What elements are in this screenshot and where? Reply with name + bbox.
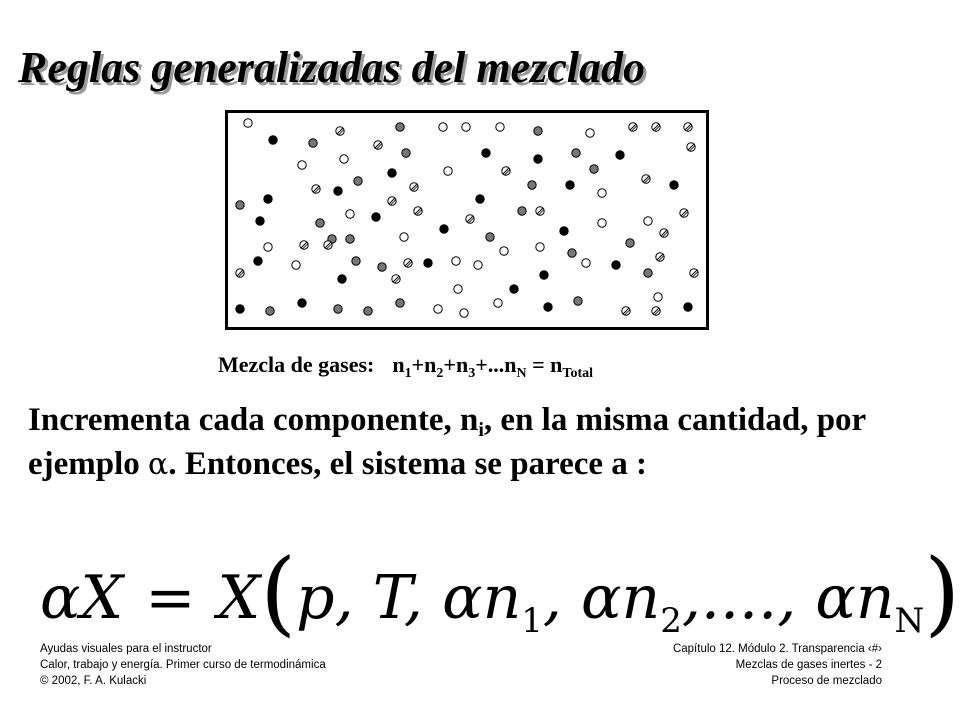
gas-particle [568,249,576,257]
gas-particle [622,307,630,315]
gas-particle [540,271,548,279]
gas-particle [388,169,396,177]
gas-particle [439,123,447,131]
gas-particle [336,127,344,135]
gas-particle [482,149,490,157]
gas-particle [500,247,508,255]
alpha-symbol: α [148,447,169,482]
gas-particle [346,210,354,218]
gas-particle [536,243,544,251]
gas-particle [388,197,396,205]
gas-particle [626,239,634,247]
gas-particle [236,305,244,313]
gas-particle [690,269,698,277]
gas-particle [476,195,484,203]
gas-particles [228,113,706,327]
gas-particle [298,161,306,169]
gas-particle [444,167,452,175]
gas-particle [680,209,688,217]
gas-particle [518,207,526,215]
gas-particle [642,175,650,183]
gas-particle [424,259,432,267]
gas-particle [582,259,590,267]
gas-particle [378,263,386,271]
gas-particle [560,227,568,235]
gas-particle [644,269,652,277]
gas-particle [652,123,660,131]
gas-particle [598,219,606,227]
gas-particle [466,215,474,223]
gas-particle [660,229,668,237]
gas-mixture-box [225,110,709,330]
gas-particle [400,233,408,241]
gas-particle [340,155,348,163]
gas-particle [346,235,354,243]
gas-particle [544,303,552,311]
gas-particle [534,127,542,135]
gas-particle [236,269,244,277]
gas-particle [566,181,574,189]
gas-particle [684,123,692,131]
gas-particle [292,261,300,269]
gas-particle [590,165,598,173]
gas-particle [324,241,332,249]
gas-particle [670,181,678,189]
gas-particle [652,307,660,315]
gas-particle [656,253,664,261]
gas-particle [254,257,262,265]
gas-particle [374,141,382,149]
gas-particle [236,201,244,209]
gas-particle [486,233,494,241]
gas-particle [502,167,510,175]
gas-particle [644,217,652,225]
gas-particle [312,185,320,193]
gas-particle [396,123,404,131]
gas-particle [414,207,422,215]
gas-particle [298,299,306,307]
gas-particle [338,275,346,283]
gas-particle [269,136,277,144]
gas-particle [462,123,470,131]
gas-particle [572,149,580,157]
gas-particle [334,187,342,195]
gas-particle [687,143,695,151]
gas-particle [629,123,637,131]
gas-particle [616,151,624,159]
gas-particle [598,189,606,197]
gas-particle [654,293,662,301]
gas-particle [396,299,404,307]
gas-particle [434,305,442,313]
gas-particle [536,207,544,215]
gas-particle [460,309,468,317]
gas-particle [454,285,462,293]
gas-particle [440,225,448,233]
gas-particle [586,129,594,137]
scaling-equation: αX = X(p, T, $\alpha n_1$, $\alpha n_2$,...., $\alpha n_N$) [40,539,960,646]
mixture-caption: Mezcla de gases: $n_1+n_2+n_3+...n_N = n_{Total}$ [218,352,593,381]
gas-particle [404,259,412,267]
footer-right: Capítulo 12. Módulo 2. Transparencia ‹#› Mezclas de gases inertes - 2 Proceso de mezclado [672,643,882,687]
footer-left: Ayudas visuales para el instructor Calor, trabajo y energía. Primer curso de termodinámica © 2002, F. A. Kulacki [40,643,326,687]
gas-particle [309,139,317,147]
gas-particle [244,119,252,127]
gas-particle [534,155,542,163]
gas-particle [264,243,272,251]
gas-particle [372,213,380,221]
gas-particle [574,297,582,305]
gas-particle [452,257,460,265]
slide-title: Reglas generalizadas del mezclado [18,43,645,92]
gas-particle [352,257,360,265]
gas-particle [496,123,504,131]
gas-particle [364,307,372,315]
gas-particle [256,217,264,225]
gas-particle [316,219,324,227]
gas-particle [494,299,502,307]
gas-particle [612,261,620,269]
gas-particle [334,305,342,313]
gas-particle [392,275,400,283]
gas-particle [300,241,308,249]
gas-particle [402,149,410,157]
gas-particle [684,303,692,311]
gas-particle [410,183,418,191]
gas-particle [266,307,274,315]
gas-particle [474,261,482,269]
gas-particle [264,195,272,203]
gas-particle [528,181,536,189]
caption-label: Mezcla de gases: [218,352,375,377]
body-paragraph: Incrementa cada componente, $n_i$, en la misma cantidad, por ejemplo α. Entonces, el sistema se parece a : [28,402,866,482]
gas-particle [510,285,518,293]
gas-particle [354,177,362,185]
